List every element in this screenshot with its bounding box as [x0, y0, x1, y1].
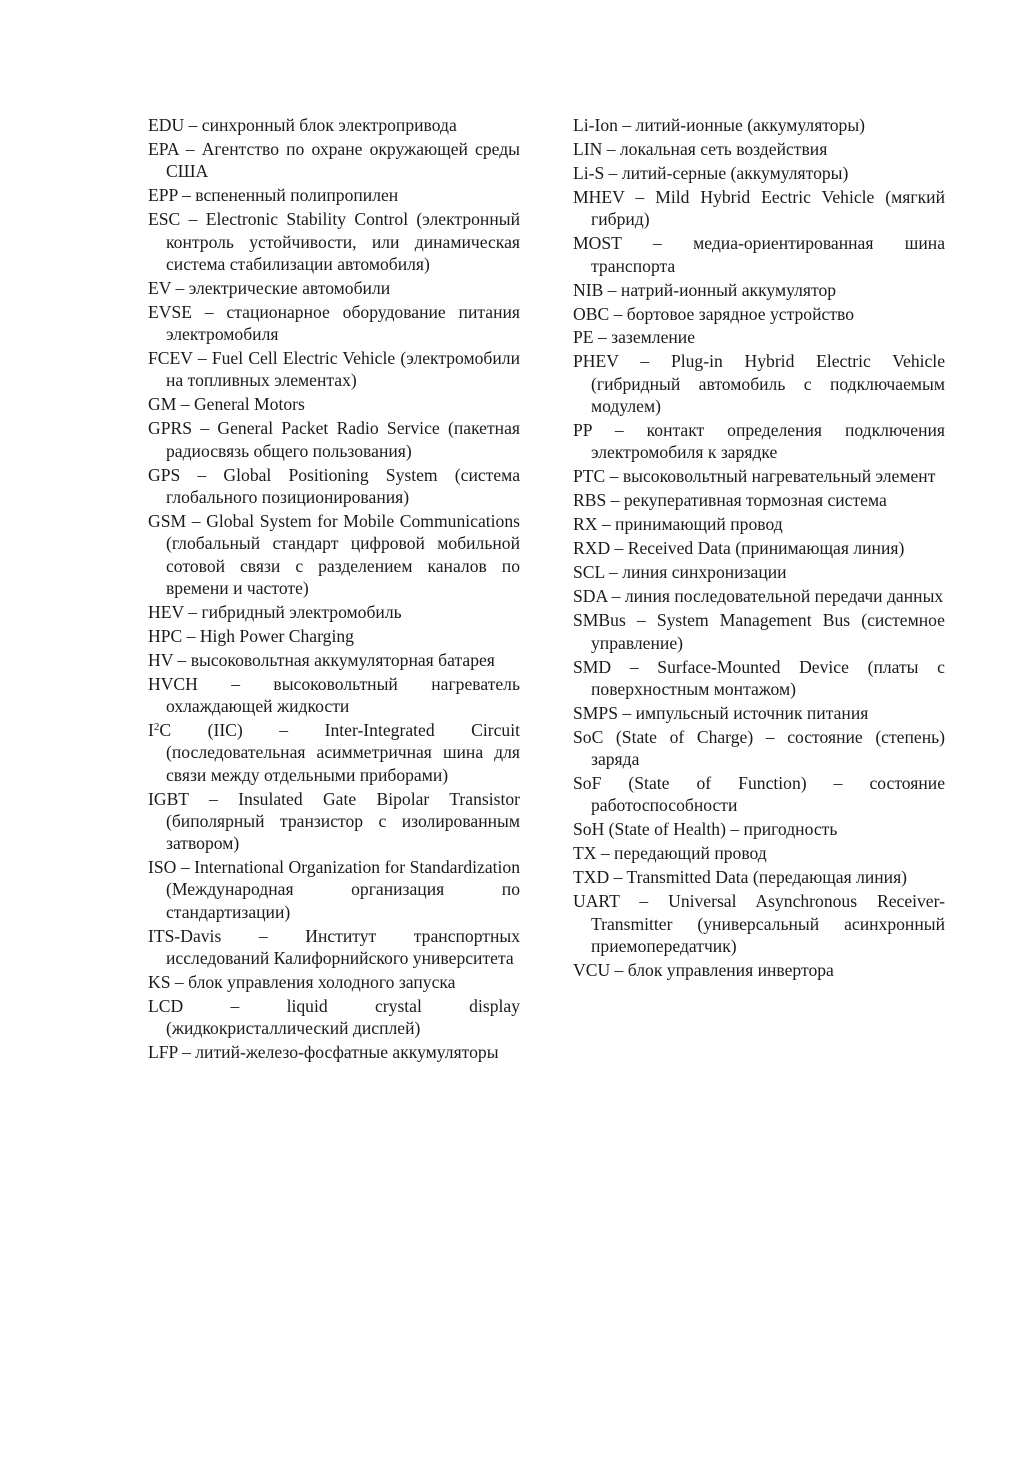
glossary-term-text: C (IIC): [159, 720, 243, 741]
glossary-definition: натрий-ионный аккумулятор: [620, 279, 837, 300]
glossary-entry: [573, 186, 945, 231]
glossary-dash: –: [192, 418, 218, 439]
glossary-entry: [148, 347, 520, 392]
glossary-term-prefix: I: [148, 720, 154, 741]
glossary-dash: –: [188, 788, 239, 809]
glossary-dash: –: [618, 351, 671, 372]
glossary-dash: –: [617, 115, 636, 135]
glossary-term-text: SMPS: [573, 702, 618, 723]
glossary-entry: [148, 971, 520, 993]
glossary-dash: –: [184, 115, 202, 135]
glossary-definition: бортовое зарядное устройство: [626, 303, 854, 324]
glossary-entry: [148, 114, 520, 136]
glossary-term-text: RBS: [573, 490, 607, 511]
glossary-definition: пригодность: [743, 819, 838, 840]
glossary-dash: –: [186, 510, 207, 531]
glossary-definition: Fuel Cell Electric Vehicle (электромобили на топливных элементах): [166, 348, 520, 391]
glossary-term-text: EPP: [148, 185, 178, 206]
glossary-definition: медиа-ориентированная шина транспорта: [591, 233, 945, 276]
glossary-term: [573, 514, 597, 534]
glossary-term-text: RXD: [573, 538, 611, 559]
glossary-definition: литий-ионные (аккумуляторы): [635, 115, 866, 135]
glossary-definition: высоковольтный нагреватель охлаждающей жидкости: [166, 673, 520, 717]
glossary-term-text: GPRS: [148, 418, 193, 439]
glossary-entry: [573, 890, 945, 957]
glossary-entry: [573, 537, 945, 559]
glossary-definition: Universal Asynchronous Receiver-Transmitter (универсальный асинхронный приемопередатчик): [591, 891, 945, 956]
glossary-entry: [573, 561, 945, 583]
glossary-dash: –: [609, 303, 627, 324]
glossary-term-text: NIB: [573, 279, 604, 300]
glossary-term: [573, 490, 606, 510]
glossary-definition: Insulated Gate Bipolar Transistor (биполярный транзистор с изолированным затвором): [166, 788, 520, 854]
glossary-definition: International Organization for Standardization (Международная организация по стандартизации): [166, 857, 520, 922]
glossary-term: [148, 972, 171, 992]
glossary-definition: Transmitted Data (передающая линия): [626, 867, 908, 888]
glossary-entry: [573, 609, 945, 654]
glossary-term-text: EPA: [148, 138, 179, 159]
glossary-dash: –: [624, 186, 656, 207]
glossary-dash: –: [621, 233, 694, 254]
glossary-definition: литий-железо-фосфатные аккумуляторы: [195, 1042, 499, 1063]
glossary-dash: –: [170, 972, 189, 993]
glossary-dash: –: [183, 601, 202, 622]
glossary-term: [148, 511, 186, 531]
glossary-entry: [573, 419, 945, 464]
glossary-dash: –: [182, 625, 200, 646]
glossary-entry: [573, 138, 945, 160]
glossary-term-text: GM: [148, 394, 177, 415]
glossary-entry: [573, 489, 945, 511]
glossary-term: [148, 185, 178, 205]
glossary-term-text: PE: [573, 327, 594, 348]
glossary-term: [573, 139, 602, 159]
glossary-dash: –: [180, 464, 224, 485]
glossary-term: [573, 420, 592, 440]
glossary-term-text: LFP: [148, 1042, 178, 1063]
glossary-entry: [573, 465, 945, 487]
glossary-term: [573, 843, 596, 863]
glossary-definition: Received Data (принимающая линия): [627, 538, 905, 559]
glossary-term-text: ITS-Davis: [148, 925, 222, 946]
glossary-entry: [573, 114, 945, 136]
glossary-term-text: VCU: [573, 959, 611, 980]
glossary-term-text: FCEV: [148, 348, 193, 369]
glossary-term-text: MOST: [573, 233, 622, 254]
glossary-term-text: KS: [148, 972, 171, 993]
glossary-dash: –: [176, 857, 195, 878]
glossary-dash: –: [176, 394, 194, 415]
glossary-dash: –: [593, 327, 612, 348]
glossary-term-text: EDU: [148, 115, 185, 135]
glossary-definition: локальная сеть воздействия: [619, 138, 828, 159]
glossary-dash: –: [611, 656, 658, 677]
glossary-term-text: SCL: [573, 562, 605, 583]
glossary-entry: [148, 1041, 520, 1063]
glossary-dash: –: [171, 277, 189, 298]
glossary-definition: литий-серные (аккумуляторы): [621, 162, 849, 183]
glossary-entry: [148, 856, 520, 923]
glossary-term: [148, 278, 171, 298]
glossary-term-text: TXD: [573, 867, 610, 888]
glossary-dash: –: [192, 348, 212, 369]
glossary-definition: Mild Hybrid Eectric Vehicle (мягкий гибрид): [591, 186, 945, 230]
glossary-entry: [148, 184, 520, 206]
glossary-dash: –: [610, 959, 628, 980]
glossary-term-text: SoC (State of Charge): [573, 726, 754, 747]
glossary-term: [148, 115, 184, 135]
glossary-entry: [148, 719, 520, 786]
glossary-term-text: RX: [573, 514, 598, 535]
glossary-term-text: PTC: [573, 466, 606, 487]
glossary-term-text: HPC: [148, 625, 183, 646]
glossary-term-text: GSM: [148, 510, 187, 531]
glossary-term: [573, 233, 622, 253]
glossary-left-column: [148, 114, 520, 1065]
glossary-definition: электрические автомобили: [188, 277, 391, 298]
glossary-term-text: SMD: [573, 656, 612, 677]
glossary-dash: –: [619, 891, 669, 912]
glossary-term: [573, 657, 611, 677]
glossary-definition: импульсный источник питания: [635, 702, 869, 723]
glossary-term-text: SMBus: [573, 610, 626, 631]
glossary-dash: –: [177, 185, 196, 206]
glossary-term-text: ISO: [148, 857, 177, 878]
glossary-entry: [148, 208, 520, 275]
glossary-dash: –: [221, 925, 306, 946]
glossary-definition: вспененный полипропилен: [195, 185, 399, 206]
glossary-term: [573, 351, 619, 371]
glossary-entry: [573, 772, 945, 817]
glossary-entry: [573, 350, 945, 417]
glossary-definition: Surface-Mounted Device (платы с поверхностным монтажом): [591, 656, 945, 699]
glossary-term: [573, 115, 618, 135]
glossary-dash: –: [753, 726, 788, 747]
glossary-definition: General Motors: [193, 394, 305, 415]
glossary-entry: [573, 818, 945, 840]
glossary-right-column: [573, 114, 945, 983]
glossary-entry: [148, 301, 520, 346]
glossary-entry: [148, 925, 520, 970]
glossary-definition: высоковольтная аккумуляторная батарея: [190, 649, 495, 670]
glossary-term-text: SoF (State of Function): [573, 773, 807, 794]
glossary-term: [148, 302, 192, 322]
glossary-term: [148, 139, 179, 159]
glossary-term-text: SoH (State of Health): [573, 819, 726, 840]
glossary-definition: liquid crystal display (жидкокристаллический дисплей): [166, 996, 521, 1039]
glossary-term: [573, 867, 609, 887]
glossary-term-text: OBC: [573, 303, 610, 324]
glossary-definition: System Management Bus (системное управление): [591, 610, 945, 653]
glossary-dash: –: [242, 720, 325, 741]
glossary-dash: –: [625, 610, 657, 631]
glossary-term-text: GPS: [148, 464, 181, 485]
glossary-dash: –: [180, 209, 206, 230]
glossary-definition: High Power Charging: [199, 625, 354, 646]
glossary-dash: –: [610, 538, 628, 559]
glossary-definition: состояние (степень) заряда: [591, 726, 946, 770]
glossary-dash: –: [602, 138, 620, 159]
glossary-term-text: MHEV: [573, 186, 625, 207]
glossary-term: [573, 280, 603, 300]
glossary-dash: –: [183, 996, 287, 1017]
glossary-term: [573, 727, 753, 747]
glossary-entry: [148, 673, 520, 718]
glossary-definition: линия синхронизации: [622, 562, 787, 583]
glossary-entry: [573, 959, 945, 981]
glossary-definition: Агентство по охране окружающей среды США: [166, 138, 520, 182]
glossary-term-text: Li-S: [573, 162, 605, 183]
glossary-definition: блок управления инвертора: [627, 959, 834, 980]
glossary-entry: [148, 601, 520, 623]
glossary-term: [573, 586, 607, 606]
glossary-dash: –: [604, 562, 623, 583]
glossary-dash: –: [618, 702, 636, 723]
glossary-definition: принимающий провод: [615, 514, 783, 535]
glossary-entry: [573, 585, 945, 607]
glossary-definition: синхронный блок электропривода: [201, 115, 457, 135]
glossary-term-text: IGBT: [148, 788, 189, 809]
glossary-entry: [148, 788, 520, 855]
glossary-dash: –: [597, 514, 616, 535]
glossary-definition: Global System for Mobile Communications (глобальный стандарт цифровой мобильной сотовой связи с разделением каналов по времени и частоте): [166, 510, 520, 598]
glossary-term-text: PHEV: [573, 351, 619, 372]
glossary-term: [573, 703, 618, 723]
glossary-dash: –: [604, 162, 622, 183]
glossary-entry: [148, 464, 520, 509]
glossary-entry: [573, 656, 945, 701]
glossary-entry: [148, 995, 520, 1040]
glossary-dash: –: [806, 773, 870, 794]
glossary-dash: –: [606, 490, 624, 511]
glossary-entry: [148, 277, 520, 299]
glossary-entry: [148, 417, 520, 462]
glossary-dash: –: [603, 279, 621, 300]
glossary-definition: General Packet Radio Service (пакетная радиосвязь общего пользования): [166, 418, 520, 461]
glossary-term: [148, 996, 183, 1016]
glossary-definition: Global Positioning System (система глобального позиционирования): [166, 464, 520, 507]
glossary-definition: Институт транспортных исследований Калифорнийского университета: [166, 925, 521, 969]
glossary-definition: Plug-in Hybrid Electric Vehicle (гибридный автомобиль с подключаемым модулем): [591, 351, 946, 417]
glossary-entry: [573, 702, 945, 724]
glossary-dash: –: [191, 301, 227, 322]
glossary-term: [573, 960, 610, 980]
glossary-dash: –: [609, 867, 627, 888]
glossary-term: [148, 650, 173, 670]
glossary-entry: [148, 393, 520, 415]
glossary-entry: [573, 232, 945, 277]
glossary-entry: [148, 138, 520, 183]
glossary-dash: –: [725, 819, 744, 840]
glossary-definition: состояние работоспособности: [591, 773, 946, 816]
glossary-term: [148, 926, 221, 946]
glossary-definition: Inter-Integrated Circuit (последовательная асимметричная шина для связи между отдельными приборами): [166, 720, 520, 785]
glossary-term: [573, 773, 807, 793]
glossary-term: [148, 465, 180, 485]
glossary-dash: –: [178, 138, 202, 159]
glossary-entry: [573, 326, 945, 348]
glossary-definition: Electronic Stability Control (электронный контроль устойчивости, или динамическая система стабилизации автомобиля): [166, 209, 520, 274]
glossary-term-text: PP: [573, 420, 592, 441]
glossary-term-text: HEV: [148, 601, 184, 622]
glossary-entry: [573, 279, 945, 301]
glossary-term-text: EV: [148, 277, 172, 298]
glossary-entry: [573, 842, 945, 864]
glossary-term: [148, 209, 180, 229]
glossary-term: [573, 163, 604, 183]
glossary-term: [148, 394, 176, 414]
glossary-term: [148, 626, 182, 646]
glossary-dash: –: [596, 843, 615, 864]
glossary-definition: блок управления холодного запуска: [188, 972, 456, 993]
glossary-term: [148, 674, 198, 694]
glossary-definition: передающий провод: [614, 843, 767, 864]
glossary-term: [148, 348, 193, 368]
glossary-definition: гибридный электромобиль: [201, 601, 402, 622]
glossary-term-text: SDA: [573, 586, 608, 607]
glossary-term-text: Li-Ion: [573, 115, 618, 135]
glossary-term-text: TX: [573, 843, 597, 864]
glossary-term: [148, 602, 184, 622]
glossary-definition: стационарное оборудование питания электромобиля: [166, 301, 520, 345]
glossary-term-text: HVCH: [148, 673, 198, 694]
glossary-term-text: ESC: [148, 209, 181, 230]
glossary-dash: –: [173, 649, 191, 670]
glossary-dash: –: [177, 1042, 196, 1063]
glossary-entry: [573, 162, 945, 184]
glossary-term-text: EVSE: [148, 301, 192, 322]
glossary-definition: линия последовательной передачи данных: [624, 586, 944, 607]
glossary-term: [148, 418, 192, 438]
glossary-dash: –: [607, 586, 625, 607]
glossary-definition: рекуперативная тормозная система: [623, 490, 887, 511]
glossary-entry: [148, 625, 520, 647]
glossary-entry: [573, 513, 945, 535]
glossary-entry: [148, 649, 520, 671]
glossary-term: [148, 789, 189, 809]
glossary-term-superscript: 2: [153, 721, 160, 734]
glossary-entry: [148, 510, 520, 599]
glossary-term: [573, 187, 624, 207]
glossary-term: [573, 538, 610, 558]
glossary-term-text: LCD: [148, 996, 184, 1017]
glossary-entry: [573, 303, 945, 325]
glossary-term-text: LIN: [573, 138, 603, 159]
glossary-term: [573, 819, 726, 839]
glossary-dash: –: [197, 673, 274, 694]
glossary-term: [148, 1042, 178, 1062]
glossary-term: [573, 304, 609, 324]
glossary-term-text: HV: [148, 649, 174, 670]
glossary-dash: –: [605, 466, 623, 487]
glossary-definition: контакт определения подключения электромобиля к зарядке: [591, 420, 946, 463]
glossary-dash: –: [591, 420, 647, 441]
glossary-term: [573, 562, 605, 582]
glossary-term: [148, 857, 176, 877]
glossary-term: [573, 466, 605, 486]
glossary-definition: заземление: [611, 327, 696, 348]
glossary-definition: высоковольтный нагревательный элемент: [622, 466, 936, 487]
glossary-term: [148, 720, 243, 740]
glossary-entry: [573, 866, 945, 888]
glossary-term: [573, 610, 626, 630]
glossary-term: [573, 327, 594, 347]
glossary-term-text: UART: [573, 891, 620, 912]
glossary-term: [573, 891, 620, 911]
glossary-entry: [573, 726, 945, 771]
